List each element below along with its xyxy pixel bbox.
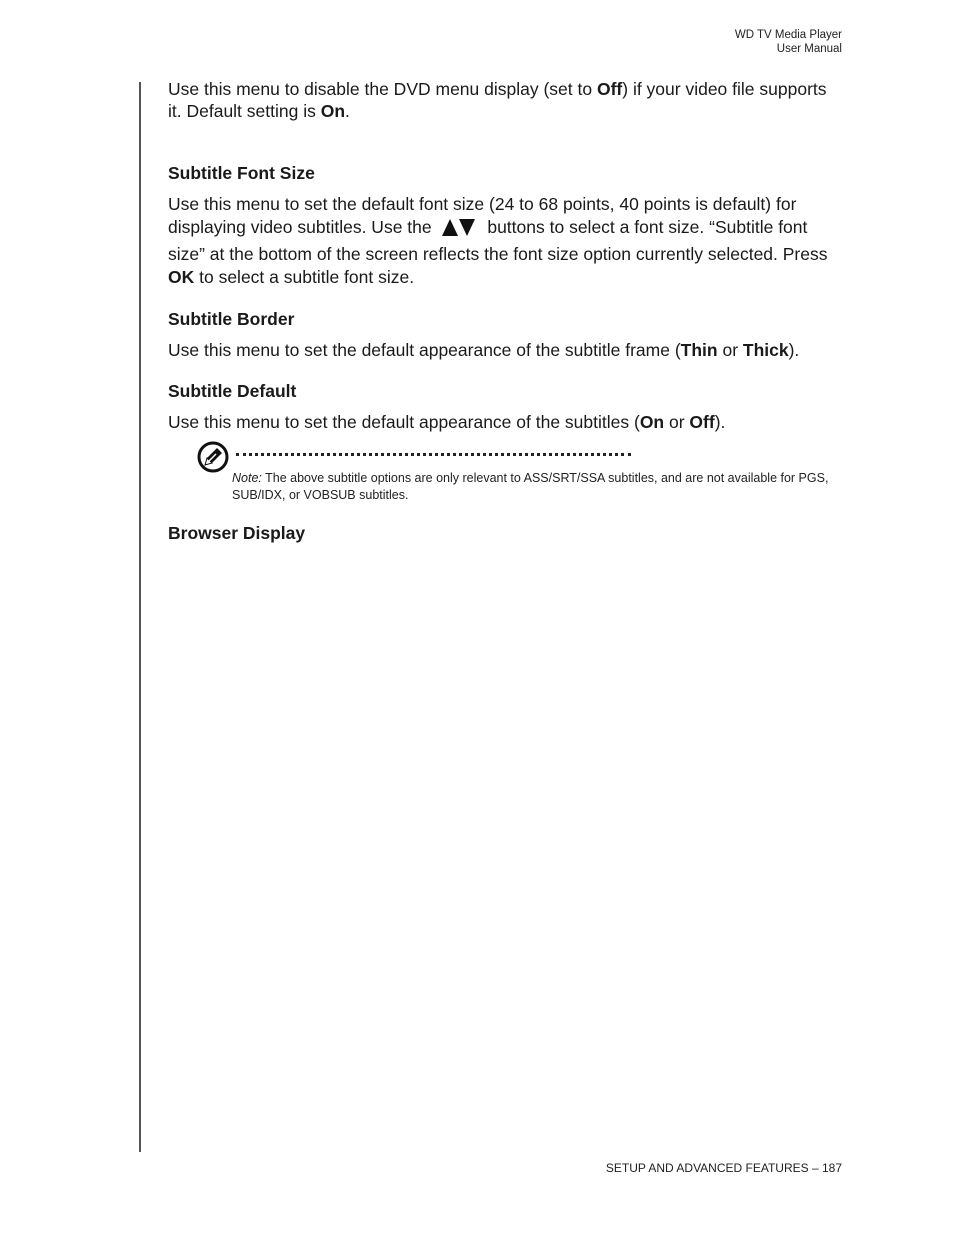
font-size-paragraph bbox=[168, 193, 844, 289]
intro-text-2: ) if your video file supports it. Default setting is bbox=[168, 79, 827, 121]
default-paragraph bbox=[168, 411, 844, 433]
intro-text-1: Use this menu to disable the DVD menu display (set to bbox=[168, 79, 597, 99]
font-size-bold-ok: OK bbox=[168, 267, 195, 287]
heading-subtitle-default: Subtitle Default bbox=[168, 381, 297, 401]
default-bold-on: On bbox=[639, 412, 665, 432]
note-box bbox=[196, 440, 846, 510]
border-text-1: Use this menu to set the default appearance of the subtitle frame ( bbox=[168, 340, 681, 360]
header-manual-name: User Manual bbox=[776, 43, 842, 55]
up-down-arrows-icon bbox=[440, 217, 476, 243]
default-bold-off: Off bbox=[689, 412, 715, 432]
left-margin-rule bbox=[139, 82, 141, 1152]
intro-bold-off: Off bbox=[596, 79, 623, 99]
header-product-name: WD TV Media Player bbox=[734, 29, 842, 41]
intro-paragraph bbox=[168, 78, 844, 122]
heading-subtitle-font-size: Subtitle Font Size bbox=[168, 163, 315, 183]
border-bold-thin: Thin bbox=[680, 340, 718, 360]
heading-subtitle-border: Subtitle Border bbox=[168, 309, 295, 329]
font-size-text-2: buttons to select a font size. “Subtitle font size” at the bottom of the screen reflects the font size option currently selected. Press bbox=[168, 217, 828, 264]
default-text-2: or bbox=[664, 412, 690, 432]
note-text bbox=[232, 470, 844, 504]
note-pencil-icon bbox=[196, 440, 230, 479]
font-size-text-3: to select a subtitle font size. bbox=[194, 267, 415, 287]
intro-bold-on: On bbox=[320, 101, 346, 121]
note-label: Note: bbox=[232, 471, 262, 485]
page-content bbox=[168, 78, 844, 433]
note-body: The above subtitle options are only relevant to ASS/SRT/SSA subtitles, and are not available for PGS, SUB/IDX, or VOBSUB subtitles. bbox=[232, 471, 829, 502]
page-header bbox=[735, 28, 842, 56]
border-text-2: or bbox=[717, 340, 743, 360]
border-text-3: ). bbox=[788, 340, 800, 360]
border-bold-thick: Thick bbox=[742, 340, 789, 360]
default-text-3: ). bbox=[714, 412, 726, 432]
page-footer: SETUP AND ADVANCED FEATURES – 187 bbox=[605, 1161, 842, 1175]
default-text-1: Use this menu to set the default appearance of the subtitles ( bbox=[168, 412, 640, 432]
border-paragraph bbox=[168, 339, 844, 361]
note-dotted-rule bbox=[236, 453, 631, 456]
heading-browser-display: Browser Display bbox=[168, 523, 306, 543]
intro-text-3: . bbox=[345, 101, 350, 121]
font-size-text-1: Use this menu to set the default font size (24 to 68 points, 40 points is default) for displaying video subtitles. Use the bbox=[168, 194, 797, 237]
